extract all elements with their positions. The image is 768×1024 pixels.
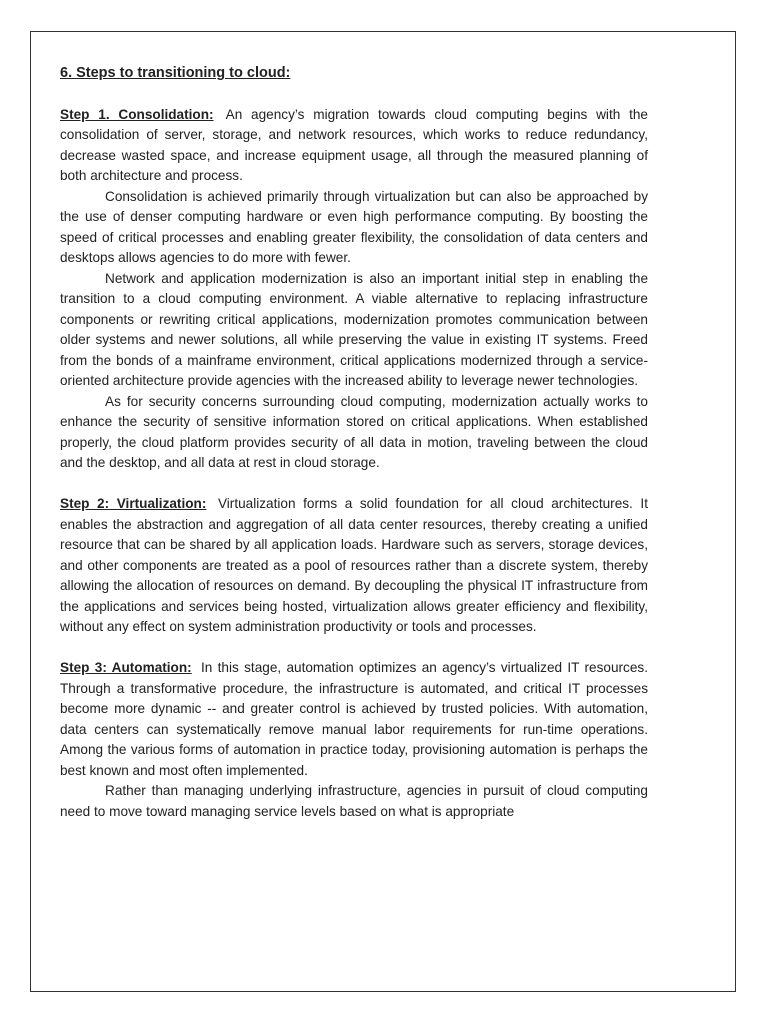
step-3-label: Step 3: Automation: [60, 660, 192, 675]
document-body [60, 63, 648, 822]
step-2-label: Step 2: Virtualization: [60, 496, 207, 511]
step-1-paragraph-4: As for security concerns surrounding cloud computing, modernization actually works to enhance the security of sensitive information stored on critical applications. When established properly, the cloud platform provides security of all data in motion, traveling between the cloud and the desktop, and all data at rest in cloud storage. [60, 393, 648, 470]
step-1-paragraph-1 [60, 105, 648, 187]
step-1-section [60, 105, 648, 474]
step-3-section [60, 658, 648, 822]
step-3-paragraph-1 [60, 658, 648, 781]
step-1-paragraph-3: Network and application modernization is also an important initial step in enabling the transition to a cloud computing environment. A viable alternative to replacing infrastructure components or rewriting critical applications, modernization promotes communication between older systems and newer solutions, all while preserving the value in existing IT systems. Freed from the bonds of a mainframe environment, critical applications modernized through a service-oriented architecture provide agencies with the increased ability to leverage newer technologies. [60, 270, 648, 388]
step-3-paragraph-2: Rather than managing underlying infrastructure, agencies in pursuit of cloud computing need to move toward managing service levels based on what is appropriate [60, 783, 648, 819]
section-heading: 6. Steps to transitioning to cloud: [60, 65, 291, 81]
step-3-intro-text: In this stage, automation optimizes an agency’s virtualized IT resources. Through a transformative procedure, the infrastructure is automated, and critical IT processes become more dynamic -- and greater control is achieved by trusted policies. With automation, data centers can systematically remove manual labor requirements for run-time operations. Among the various forms of automation in practice today, provisioning automation is perhaps the best known and most often implemented. [60, 660, 648, 778]
step-1-intro-text: An agency’s migration towards cloud computing begins with the consolidation of server, storage, and network resources, which works to reduce redundancy, decrease wasted space, and increase equipment usage, all through the measured planning of both architecture and process. [60, 106, 648, 183]
step-1-label: Step 1. Consolidation: [60, 106, 214, 122]
step-2-paragraph-1 [60, 494, 648, 638]
step-2-section [60, 494, 648, 638]
step-2-intro-text: Virtualization forms a solid foundation for all cloud architectures. It enables the abstraction and aggregation of all data center resources, thereby creating a unified resource that can be shared by all application loads. Hardware such as servers, storage devices, and other components are treated as a pool of resources rather than a discrete system, thereby allowing the allocation of resources on demand. By decoupling the physical IT infrastructure from the applications and services being hosted, virtualization allows greater efficiency and flexibility, without any effect on system administration productivity or tools and processes. [60, 496, 648, 634]
step-1-paragraph-2: Consolidation is achieved primarily through virtualization but can also be approached by the use of denser computing hardware or even high performance computing. By boosting the speed of critical processes and enabling greater flexibility, the consolidation of data centers and desktops allows agencies to do more with fewer. [60, 188, 648, 265]
